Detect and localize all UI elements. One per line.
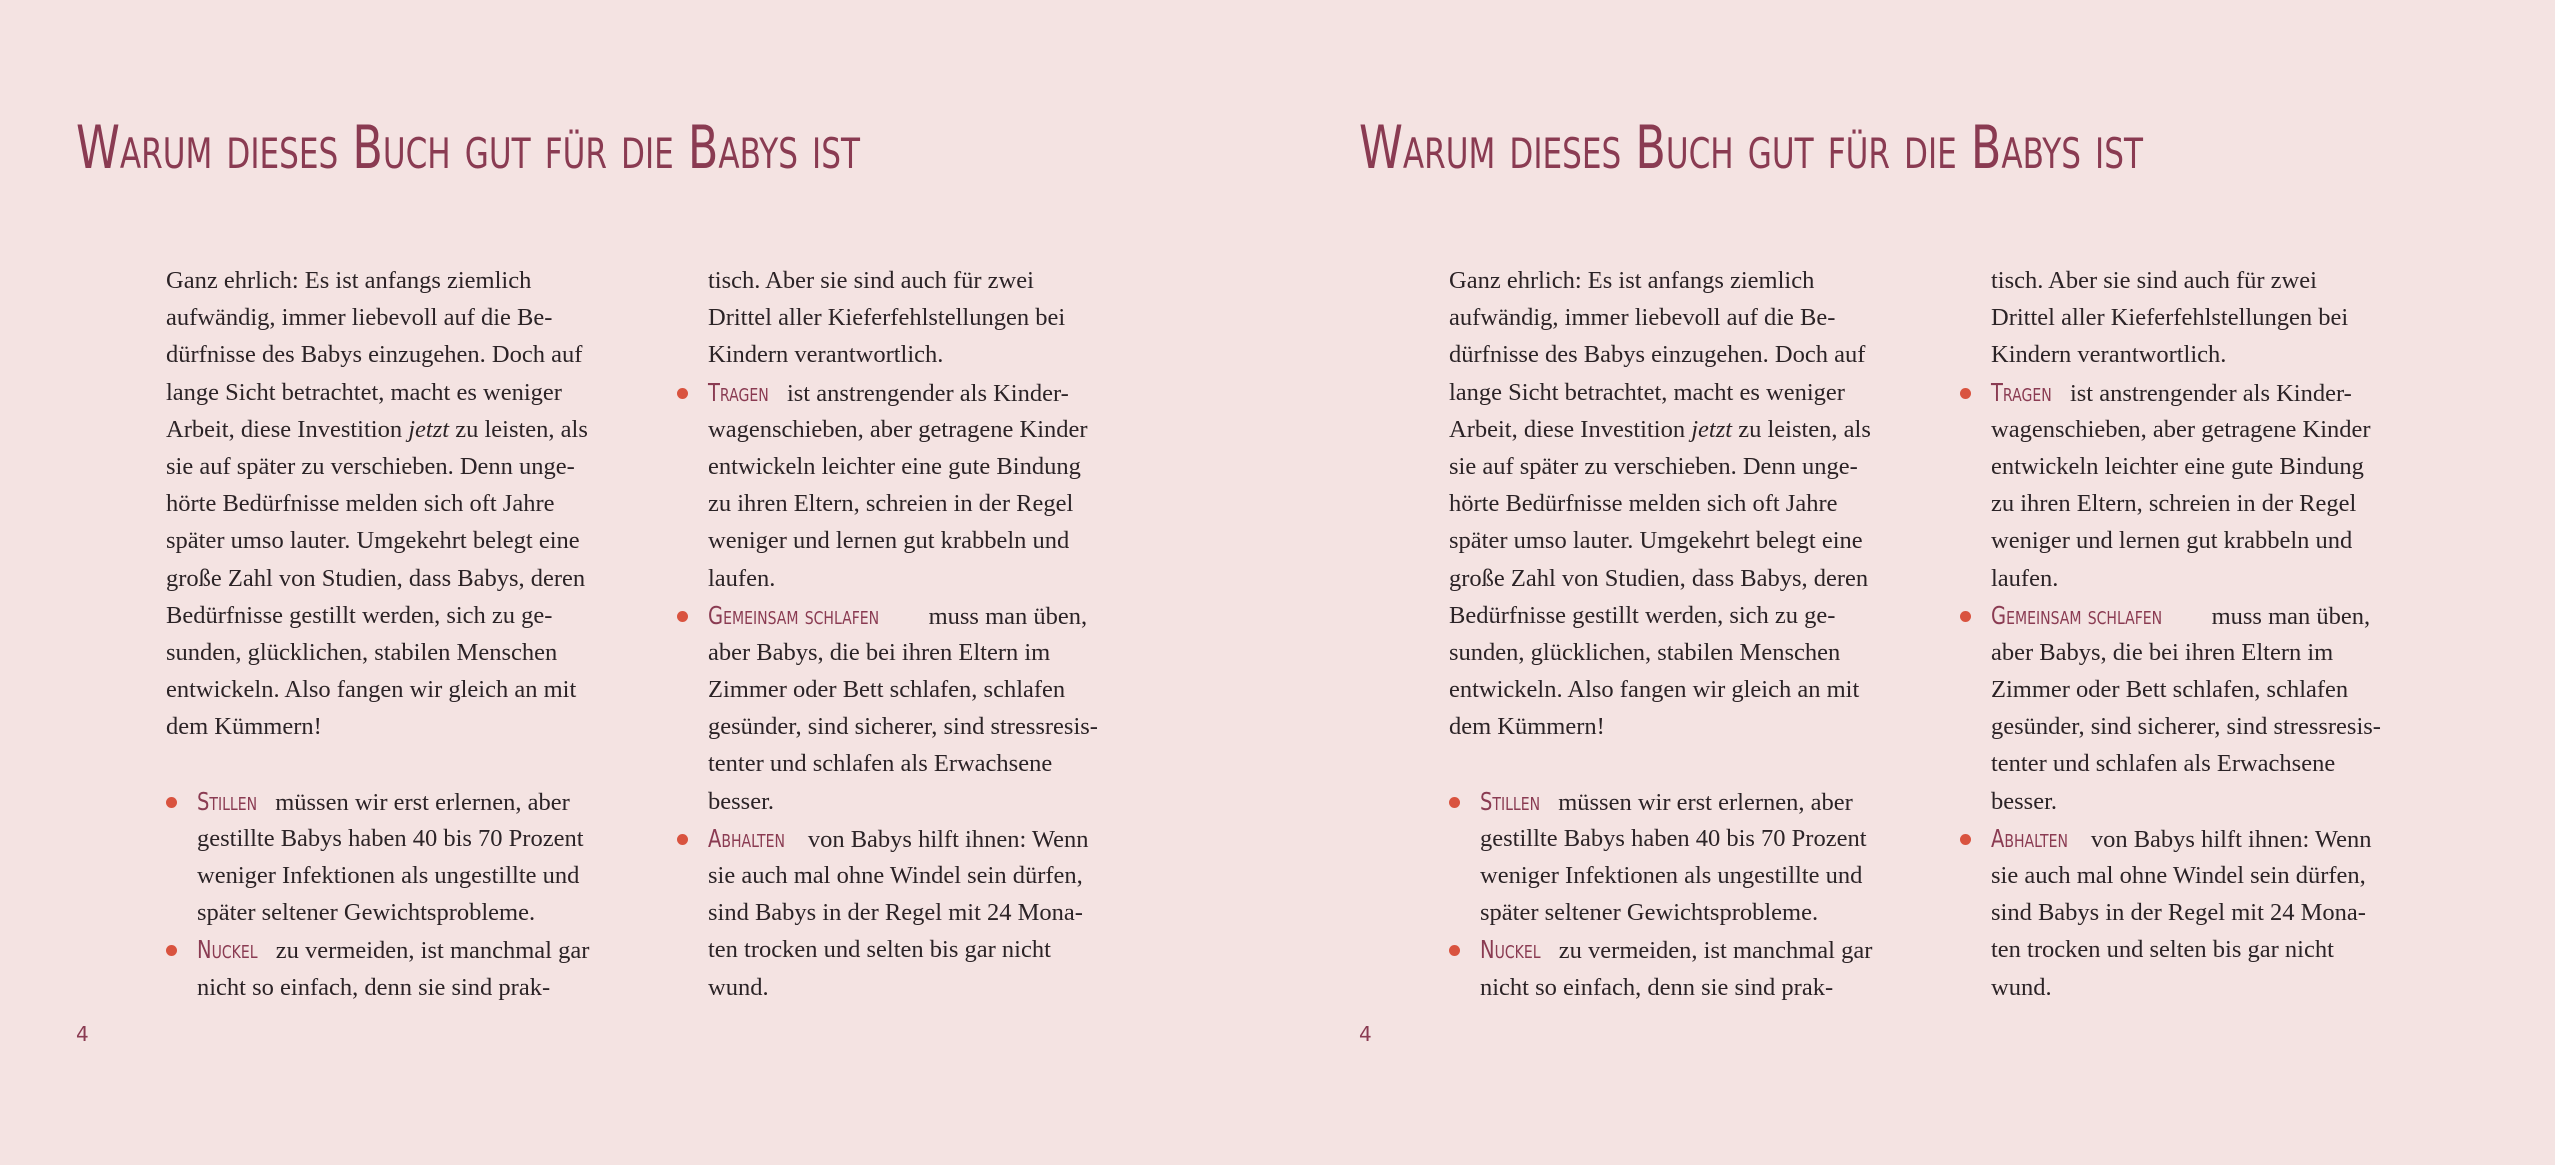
text-line: sunden, glücklichen, stabilen Menschen [166,638,558,666]
list-term: Tragen [1991,377,2052,407]
text-segment: zu vermeiden, ist manchmal gar [269,937,590,965]
text-line: entwickeln leichter eine gute Bindung [708,452,1081,480]
text-line: aber Babys, die bei ihren Eltern im [708,638,1051,666]
text-line: später seltener Gewichtsprobleme. [197,899,536,927]
bullet-dot-icon [1449,797,1460,808]
text-line [1480,783,1939,820]
list-item-abhalten [1960,820,2451,1006]
text-line: sie auf später zu verschieben. Denn unge- [1449,452,1858,480]
text-segment: ist anstrengender als Kinder- [2063,379,2352,407]
text-segment: muss man üben, [2205,602,2371,630]
text-segment: ist anstrengender als Kinder- [780,379,1069,407]
text-line: tenter und schlafen als Erwachsene [1991,750,2336,778]
list-item-gemeinsam-schlafen [1960,597,2451,820]
text-column-1 [1449,262,1939,1006]
text-line [1480,931,1939,968]
text-line: aufwändig, immer liebevoll auf die Be- [166,304,553,332]
list-term: Stillen [1480,786,1541,816]
text-line: gestillte Babys haben 40 bis 70 Prozent [1480,824,1867,852]
text-line: aber Babys, die bei ihren Eltern im [1991,638,2334,666]
right-page [1283,0,2555,1165]
text-line: aufwändig, immer liebevoll auf die Be- [1449,304,1836,332]
paragraph-gap [166,745,656,782]
text-line: gesünder, sind sicherer, sind stressresis- [708,713,1098,741]
text-line: ten trocken und selten bis gar nicht [1991,936,2334,964]
list-item-nuckel [1449,931,1939,1005]
list-term: Nuckel [197,935,258,965]
text-line: weniger Infektionen als ungestillte und [197,862,580,889]
text-line: sunden, glücklichen, stabilen Menschen [1449,638,1841,666]
text-line: entwickeln. Also fangen wir gleich an mit [1449,676,1860,704]
list-term: Stillen [197,786,258,816]
text-line [708,597,1168,634]
text-segment: müssen wir erst erlernen, aber [1552,788,1853,816]
text-line: laufen. [1991,564,2059,592]
text-line: tenter und schlafen als Erwachsene [708,750,1053,778]
text-line [708,820,1168,857]
page-title: Warum dieses Buch gut für die Babys ist [1359,113,2143,183]
text-line: sie auf später zu verschieben. Denn unge- [166,452,575,480]
text-line: wagenschieben, aber getragene Kinder [1991,415,2371,443]
text-line: sie auch mal ohne Windel sein dürfen, [1991,862,2366,889]
text-line: Kindern verantwortlich. [708,341,944,369]
text-segment: müssen wir erst erlernen, aber [269,788,570,816]
text-segment: Arbeit, diese Investition [1449,415,1692,443]
text-line: große Zahl von Studien, dass Babys, deren [166,564,586,592]
text-line: entwickeln leichter eine gute Bindung [1991,452,2364,480]
text-line: später seltener Gewichtsprobleme. [1480,899,1819,927]
text-line [1991,597,2451,634]
text-line [1991,374,2451,411]
text-line: sind Babys in der Regel mit 24 Mona- [708,899,1083,927]
list-item-nuckel [166,931,656,1005]
text-line: später umso lauter. Umgekehrt belegt eine [166,527,580,555]
list-term: Tragen [708,377,769,407]
text-line: besser. [708,787,774,815]
text-column-1 [166,262,656,1006]
emphasis-text: jetzt [408,415,450,443]
bullet-dot-icon [677,611,688,622]
paragraph-gap [1449,745,1939,782]
text-line: lange Sicht betrachtet, macht es weniger [1449,378,1845,406]
list-item-abhalten [677,820,1168,1006]
text-line: weniger Infektionen als ungestillte und [1480,862,1863,889]
text-line: gestillte Babys haben 40 bis 70 Prozent [197,824,584,852]
text-line: nicht so einfach, denn sie sind prak- [1480,973,1834,1001]
text-line: Drittel aller Kieferfehlstellungen bei [1991,304,2349,332]
text-line: ten trocken und selten bis gar nicht [708,936,1051,964]
text-line [1991,820,2451,857]
text-line [197,931,656,968]
list-item-gemeinsam-schlafen [677,597,1168,820]
bullet-dot-icon [1960,611,1971,622]
text-line: Drittel aller Kieferfehlstellungen bei [708,304,1066,332]
text-line: große Zahl von Studien, dass Babys, deren [1449,564,1869,592]
bullet-dot-icon [166,797,177,808]
text-line [1449,411,1939,448]
bullet-dot-icon [1449,945,1460,956]
text-line: Zimmer oder Bett schlafen, schlafen [708,676,1066,704]
list-item-tragen [677,374,1168,597]
list-term: Gemeinsam schlafen [1991,600,2163,630]
bullet-dot-icon [1960,834,1971,845]
text-line: tisch. Aber sie sind auch für zwei [1991,267,2317,294]
bullet-dot-icon [1960,388,1971,399]
bullet-dot-icon [677,834,688,845]
text-line: sie auch mal ohne Windel sein dürfen, [708,862,1083,889]
page-title: Warum dieses Buch gut für die Babys ist [76,113,860,183]
text-line: Bedürfnisse gestillt werden, sich zu ge- [166,601,553,629]
text-line: dem Kümmern! [1449,713,1605,741]
text-segment: zu vermeiden, ist manchmal gar [1552,937,1873,965]
list-item-stillen [1449,783,1939,932]
text-line: zu ihren Eltern, schreien in der Regel [1991,490,2357,518]
text-column-2 [1991,262,2451,1006]
bullet-dot-icon [677,388,688,399]
text-line: Kindern verantwortlich. [1991,341,2227,369]
text-line: dem Kümmern! [166,713,322,741]
text-segment: Arbeit, diese Investition [166,415,409,443]
list-term: Abhalten [1991,823,2068,853]
text-line: weniger und lernen gut krabbeln und [708,527,1070,555]
bullet-dot-icon [166,945,177,956]
text-line: lange Sicht betrachtet, macht es weniger [166,378,562,406]
text-line: weniger und lernen gut krabbeln und [1991,527,2353,555]
list-item-stillen [166,783,656,932]
text-line: hörte Bedürfnisse melden sich oft Jahre [166,490,555,518]
text-line: zu ihren Eltern, schreien in der Regel [708,490,1074,518]
list-item-tragen [1960,374,2451,597]
text-line: dürfnisse des Babys einzugehen. Doch auf [166,341,583,369]
text-line: später umso lauter. Umgekehrt belegt eine [1449,527,1863,555]
text-line [197,783,656,820]
text-line: hörte Bedürfnisse melden sich oft Jahre [1449,490,1838,518]
text-line: entwickeln. Also fangen wir gleich an mit [166,676,577,704]
page-number: 4 [1359,1022,1372,1046]
text-segment: muss man üben, [922,602,1088,630]
text-segment: zu leisten, als [1732,415,1871,443]
text-line [708,374,1168,411]
text-line: Ganz ehrlich: Es ist anfangs ziemlich [166,267,532,294]
list-term: Nuckel [1480,935,1541,965]
text-column-2 [708,262,1168,1006]
text-line: dürfnisse des Babys einzugehen. Doch auf [1449,341,1866,369]
text-line: Ganz ehrlich: Es ist anfangs ziemlich [1449,267,1815,294]
text-line: nicht so einfach, denn sie sind prak- [197,973,551,1001]
text-line: wund. [708,973,769,1001]
page-number: 4 [76,1022,89,1046]
text-line: besser. [1991,787,2057,815]
text-segment: von Babys hilft ihnen: Wenn [2084,825,2372,853]
text-segment: von Babys hilft ihnen: Wenn [801,825,1089,853]
text-line: Bedürfnisse gestillt werden, sich zu ge- [1449,601,1836,629]
text-line: tisch. Aber sie sind auch für zwei [708,267,1034,294]
list-term: Gemeinsam schlafen [708,600,880,630]
text-line: sind Babys in der Regel mit 24 Mona- [1991,899,2366,927]
text-segment: zu leisten, als [449,415,588,443]
list-term: Abhalten [708,823,785,853]
text-line: Zimmer oder Bett schlafen, schlafen [1991,676,2349,704]
text-line: wund. [1991,973,2052,1001]
text-line [166,411,656,448]
text-line: wagenschieben, aber getragene Kinder [708,415,1088,443]
emphasis-text: jetzt [1691,415,1733,443]
text-line: laufen. [708,564,776,592]
text-line: gesünder, sind sicherer, sind stressresis- [1991,713,2381,741]
